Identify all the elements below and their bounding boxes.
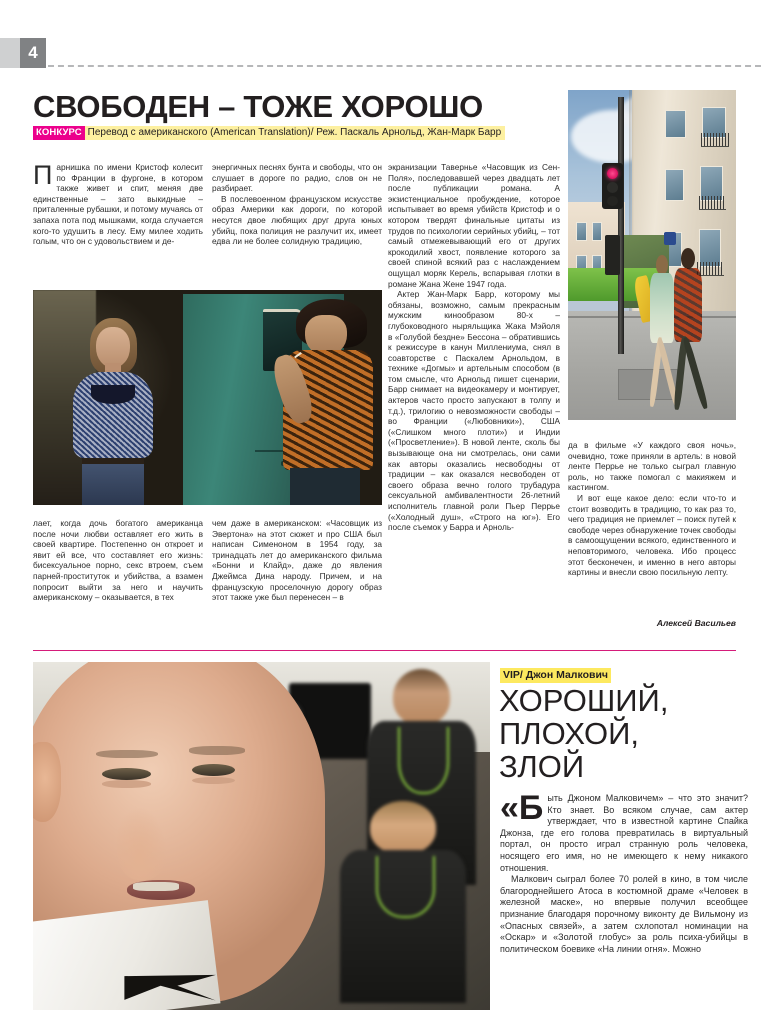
paragraph: В послевоенном французском искусстве образ Америки как дороги, по которой несутся двое любящих друг друга юных убийц, пока полиция не разлучит их, имеет едва ли не более солидную традицию, <box>212 193 382 247</box>
kicker-vip-malkovich: VIP/ Джон Малкович <box>500 668 611 683</box>
headline-line-1: ХОРОШИЙ, <box>499 683 669 718</box>
dropcap-letter: П <box>33 160 53 190</box>
kicker-tag-konkurs: КОНКУРС <box>33 126 85 140</box>
article-one-column-4 <box>568 440 736 578</box>
paragraph: Актер Жан-Марк Барр, которому мы обязаны, возможно, самым прекрасным мужским кинообразом 80-х – глубоководного ныряльщика Жака Мэйоля в «Голубой бездне» Бессона – обратившись к режиссуре в канун Миллениума, снял в соавторстве с Паскалем Арнольдом, в технике «Догмы» и артельным способом (в том смысле, что Арнольд пишет сценарии, Барр снимает на видеокамеру и монтирует, актеров часто просто запускают в толпу и т.д.), трилогию о невозможности свободы – во Франции («Любовники»), США («Слишком много плоти») и Индии («Просветление»). В новой ленте, сколь бы вызывающе она ни смотрелась, они сами как авторы оказались несвободны от традиции – как оказался несвободен от своего образа вечно голого трубадура сексуальной амбивалентности 26-летний исполнитель главной роли Пьер Перрье («Холодный душ», «Строго на юг»). Его после съемок у Барра и Арноль- <box>388 289 560 533</box>
article-one-column-2-bottom <box>212 518 382 603</box>
dropcap-quote-letter: «Б <box>500 789 544 827</box>
section-divider <box>33 650 736 651</box>
paragraph: И вот еще какое дело: если что-то и стоит возводить в традицию, то как раз то, чего традиция не приемлет – поиск путей к свободе через обнаружение точек свободы в самоощущении всякого, единственного и неповторимого, человека. Ибо процесс этот бесконечен, и именно в него авторы картины и внесли свою посильную лепту. <box>568 492 736 578</box>
photo-van-night-scene <box>33 290 382 505</box>
article-two-body <box>500 789 748 955</box>
headline-line-2: ПЛОХОЙ, <box>499 716 639 751</box>
paragraph: чем даже в американском: «Часовщик из Эвертона» на этот сюжет и про США был написан Сименоном в 1954 году, за тринадцать лет до американского фильма «Бонни и Клайд», даже до явления Джеймса Дина народу. Причем, и на французскую проселочную дорогу образ этот также уже был перенесен – в <box>212 518 382 603</box>
traffic-light-pole <box>618 97 624 354</box>
photo-malkovich-portrait <box>33 662 490 1010</box>
paragraph: арнишка по имени Кристоф колесит по Франции в фургоне, в котором также живет и спит, меняя две единственные – зато выкидные – приталенные рубашки, и потому мучаясь от запаха пота под мышками, когда случается кого-то удушить в лесу. Ему милее ходить голым, что он с удовольствием и де- <box>33 162 203 247</box>
article-one-headline: СВОБОДЕН – ТОЖЕ ХОРОШО <box>33 89 483 124</box>
page-header <box>0 38 761 68</box>
article-freedom <box>0 78 761 638</box>
article-malkovich <box>0 662 761 1024</box>
paragraph: Малкович сыграл более 70 ролей в кино, в том числе благороднейшего Атоса в костюмной драме «Человек в железной маске», но впервые получил всеобщее признание благодаря порочному виконту де Вильмону из «Опасных связей», а затем схлопотал номинации на «Оскар» и «Золотой глобус» за роль психа-убийцы в политическом боевике «На линии огня». Можно <box>500 874 748 954</box>
paragraph: ыть Джоном Малковичем» – что это значит? Кто знает. Во всяком случае, сам актер утверждает, что в известной картине Спайка Джонза, где его голова превратилась в виртуальный портал, он просто играл странную роль человека, носящего его имя, но не имеющего к нему никакого отношения. <box>500 793 748 873</box>
headline-line-3: ЗЛОЙ <box>499 749 585 784</box>
paragraph: да в фильме «У каждого своя ночь», очевидно, тоже приняли в артель: в новой ленте Перрье не только сыграл главную роль, но также помогал с макияжем и кастингом. <box>568 440 736 493</box>
header-dashed-rule <box>48 65 761 67</box>
street-sign <box>664 232 676 245</box>
article-two-kicker <box>500 665 611 680</box>
paragraph: лает, когда дочь богатого американца после ночи любви оставляет его жить в своей квартире. Постепенно он откроет и явит ей все, что составляет его жизнь: бисексуальное порно, секс втроем, съем парней-проституток и убийства, а взамен попросит выйти за него и научить американскому – оказывается, в тех <box>33 518 203 603</box>
paragraph: энергичных песнях бунта и свободы, что он слушает в дороге по радио, слов он не разбирает. <box>212 162 382 194</box>
article-two-headline <box>499 684 749 783</box>
article-one-kicker <box>33 126 505 140</box>
page-number: 4 <box>20 38 46 68</box>
figure-running-man <box>669 248 708 410</box>
photo-street-traffic-light <box>568 90 736 420</box>
article-one-column-1-top <box>33 162 203 247</box>
figure-photographer-front <box>335 801 472 1003</box>
kicker-film-credits: Перевод с американского (American Translation)/ Реж. Паскаль Арнольд, Жан-Марк Барр <box>85 126 506 140</box>
article-one-column-1-bottom <box>33 518 203 603</box>
article-one-column-3 <box>388 162 560 533</box>
figure-man <box>281 299 375 505</box>
figure-woman <box>68 318 159 505</box>
folio-accent-bar <box>0 38 20 68</box>
paragraph: экранизации Тавернье «Часовщик из Сен-Поля», последовавшей через двадцать лет после публикации романа. А экзистенциальное пробуждение, которое испытывает во время убийств Кристоф и о котором твердят финальные цитаты из трудов по психологии серийных убийц, – тот самый отмежевывающий его от других крокодилий хвост, появление которого за своей спиной всякий раз с наслаждением ощущал моряк Керель, вспарывая глотки в романе Жана Жене 1947 года. <box>388 162 560 289</box>
article-one-byline: Алексей Васильев <box>656 618 736 628</box>
article-one-column-2-top <box>212 162 382 247</box>
